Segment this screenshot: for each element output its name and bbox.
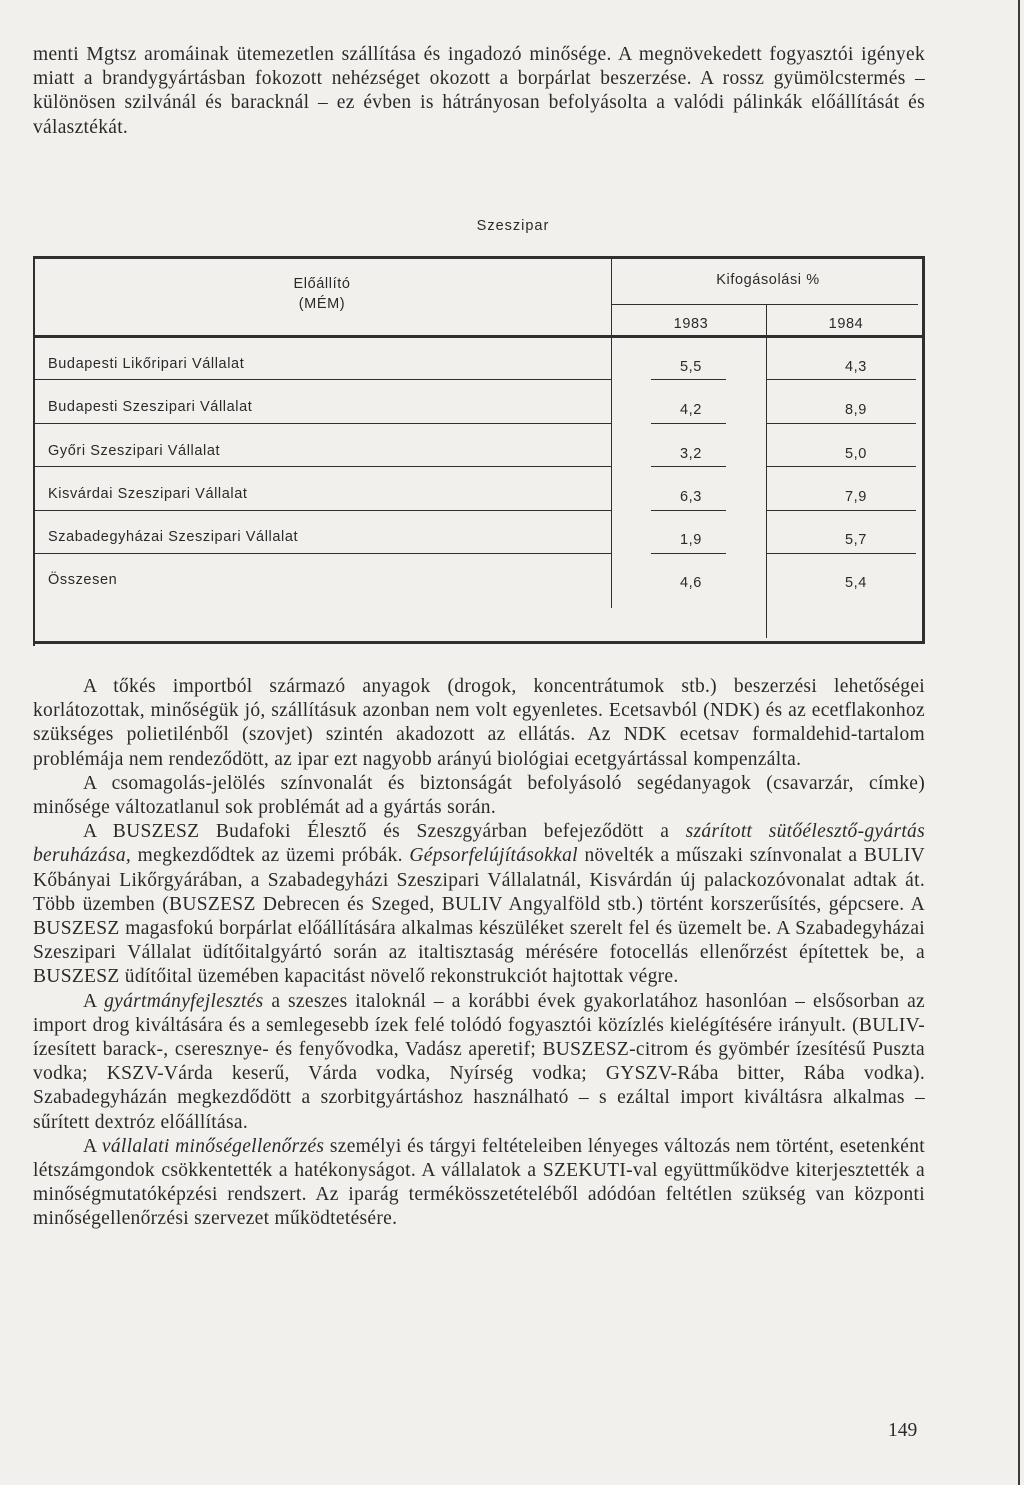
header-year-divider [766, 305, 767, 335]
table-left-rule [33, 256, 35, 646]
row-3-name: Győri Szeszipari Vállalat [48, 443, 221, 459]
row-2-rule [33, 423, 611, 424]
row-3-1984: 5,0 [845, 446, 867, 462]
paragraph-5 [33, 1135, 925, 1232]
top-paragraph: menti Mgtsz aromáinak ütemezetlen szállítása és ingadozó minősége. A megnövekedett fogyasztói igények miatt a brandygyártásban fokozott nehézséget okozott a borpárlat beszerzése. A rossz gyümölcstermés – különösen szilvánál és baracknál – ez évben is hátrányosan befolyásolta a valódi pálinkák előállítását és választékát. [33, 44, 925, 138]
body-text [33, 675, 925, 1232]
row-3-rule-1983 [651, 466, 726, 467]
row-5-1983: 1,9 [680, 532, 702, 548]
header-producer-line2: (MÉM) [298, 296, 346, 312]
row-4-rule-1983 [651, 510, 726, 511]
row-5-1984: 5,7 [845, 532, 867, 548]
row-2-name: Budapesti Szeszipari Vállalat [48, 399, 253, 415]
row-4-1984: 7,9 [845, 489, 867, 505]
paragraph-3 [33, 820, 925, 989]
paragraph-4-text-a: A [83, 990, 105, 1012]
paragraph-1 [33, 675, 925, 772]
row-total-1983: 4,6 [680, 575, 702, 591]
paragraph-5-text-a: A [83, 1135, 102, 1157]
row-2-rule-1983 [651, 423, 726, 424]
row-1-rule-1983 [651, 379, 726, 380]
header-rate: Kifogásolási % [716, 272, 820, 288]
paragraph-4 [33, 990, 925, 1135]
paragraph-1-text: A tőkés importból származó anyagok (drogok, koncentrátumok stb.) beszerzési lehetőségei korlátozottak, minőségük jó, szállításuk azonban nem volt egyenletes. Ecetsavból (NDK) és az ecetflakonhoz szükséges polietilénből (szovjet) szintén akadozott az ellátás. Az NDK ecetsav formaldehid-tartalom problémája nem rendeződött, az ipar ezt nagyobb arányú biológiai ecetgyártással kompenzálta. [33, 676, 925, 770]
row-5-rule-1983 [651, 553, 726, 554]
year-column-divider [766, 338, 767, 638]
paragraph-4-italic: gyártmányfejlesztés [104, 990, 264, 1012]
row-4-name: Kisvárdai Szeszipari Vállalat [48, 486, 248, 502]
paragraph-5-italic: vállalati minőségellenőrzés [101, 1135, 325, 1157]
row-3-rule [33, 466, 611, 467]
row-5-name: Szabadegyházai Szeszipari Vállalat [48, 529, 299, 545]
header-producer-line1: Előállító [293, 276, 351, 292]
paragraph-2-text: A csomagolás-jelölés színvonalát és biztonságát befolyásoló segédanyagok (csavarzár, címke) minősége változatlanul sok problémát ad a gyártás során. [33, 772, 925, 819]
page-edge [1018, 0, 1020, 1485]
row-2-1984: 8,9 [845, 402, 867, 418]
header-year-1983: 1983 [673, 316, 709, 332]
row-3-1983: 3,2 [680, 446, 702, 462]
row-4-1983: 6,3 [680, 489, 702, 505]
row-4-rule-1984 [766, 510, 916, 511]
paragraph-3-text-b: megkezdődtek az üzemi próbák. [131, 845, 410, 867]
header-bottom-rule [33, 335, 922, 338]
paragraph-2 [33, 772, 925, 820]
header-producer [33, 274, 611, 314]
data-table [33, 256, 925, 646]
header-rate-rule [611, 304, 918, 305]
row-5-rule [33, 553, 611, 554]
row-total-1984: 5,4 [845, 575, 867, 591]
paragraph-3-italic-b: Gépsorfelújításokkal [409, 845, 578, 867]
paragraph-5-text-b: személyi és tárgyi feltételeiben lényeges változás nem történt, esetenként létszámgondok csökkentették a hatékonyságot. A vállalatok a SZEKUTI-val együttműködve kiterjesztették a minőségmutatóképzési rendszert. Az iparág termékösszetételéből adódóan feltétlen szükség van központi minőségellenőrzési szervezet működtetésére. [33, 1135, 925, 1230]
row-1-1983: 5,5 [680, 359, 702, 375]
row-3-rule-1984 [766, 466, 916, 467]
paragraph-3-italic-a: szárított sütőélesztő-gyártás beruházása, [33, 821, 925, 867]
table-right-rule [922, 256, 925, 642]
table-caption: Szeszipar [476, 218, 550, 234]
row-4-rule [33, 510, 611, 511]
header-year-1984: 1984 [828, 316, 864, 332]
page-number: 149 [888, 1420, 918, 1441]
table-top-rule [33, 256, 925, 259]
row-5-rule-1984 [766, 553, 916, 554]
row-1-rule [33, 379, 611, 380]
paragraph-3-text-a: A BUSZESZ Budafoki Élesztő és Szeszgyárban befejeződött a [83, 821, 686, 843]
row-total-name: Összesen [48, 572, 118, 588]
producer-column-divider [611, 256, 612, 608]
row-2-1983: 4,2 [680, 402, 702, 418]
row-1-1984: 4,3 [845, 359, 867, 375]
row-1-rule-1984 [766, 379, 916, 380]
table-bottom-rule [33, 641, 925, 644]
row-2-rule-1984 [766, 423, 916, 424]
paragraph-4-text-b: a szeszes italoknál – a korábbi évek gyakorlatához hasonlóan – elsősorban az import drog kiváltására és a semlegesebb ízek felé tolódó fogyasztói közízlés kielégítésére irányult. (BULIV-ízesített barack-, cseresznye- és fenyővodka, Vadász aperetif; BUSZESZ-citrom és gyömbér ízesítésű Puszta vodka; KSZV-Várda keserű, Várda vodka, Nyírség vodka; GYSZV-Rába bitter, Rába vodka). Szabadegyházán megkezdődött a szorbitgyártáshoz használható – s ezáltal import kiváltásra alkalmas – sűrített dextróz előállítása. [33, 990, 925, 1133]
paragraph-3-text-c: növelték a műszaki színvonalat a BULIV Kőbányai Likőrgyárában, a Szabadegyházi Szeszipari Vállalatnál, Kisvárdán új palackozóvonalat adtak át. Több üzemben (BUSZESZ Debrecen és Szeged, BULIV Angyalföld stb.) történt korszerűsítés, gépcsere. A BUSZESZ magasfokú borpárlat előállítására alkalmas készüléket szerelt fel és üzemelt be. A Szabadegyházai Szeszipari Vállalat üdítőitalgyártó során az italtisztaság mérésére fotocellás ellenőrzést építettek be, a BUSZESZ üdítőital üzemében kapacitást növelő rekonstrukciót hajtottak végre. [33, 845, 925, 988]
row-1-name: Budapesti Likőripari Vállalat [48, 356, 245, 372]
